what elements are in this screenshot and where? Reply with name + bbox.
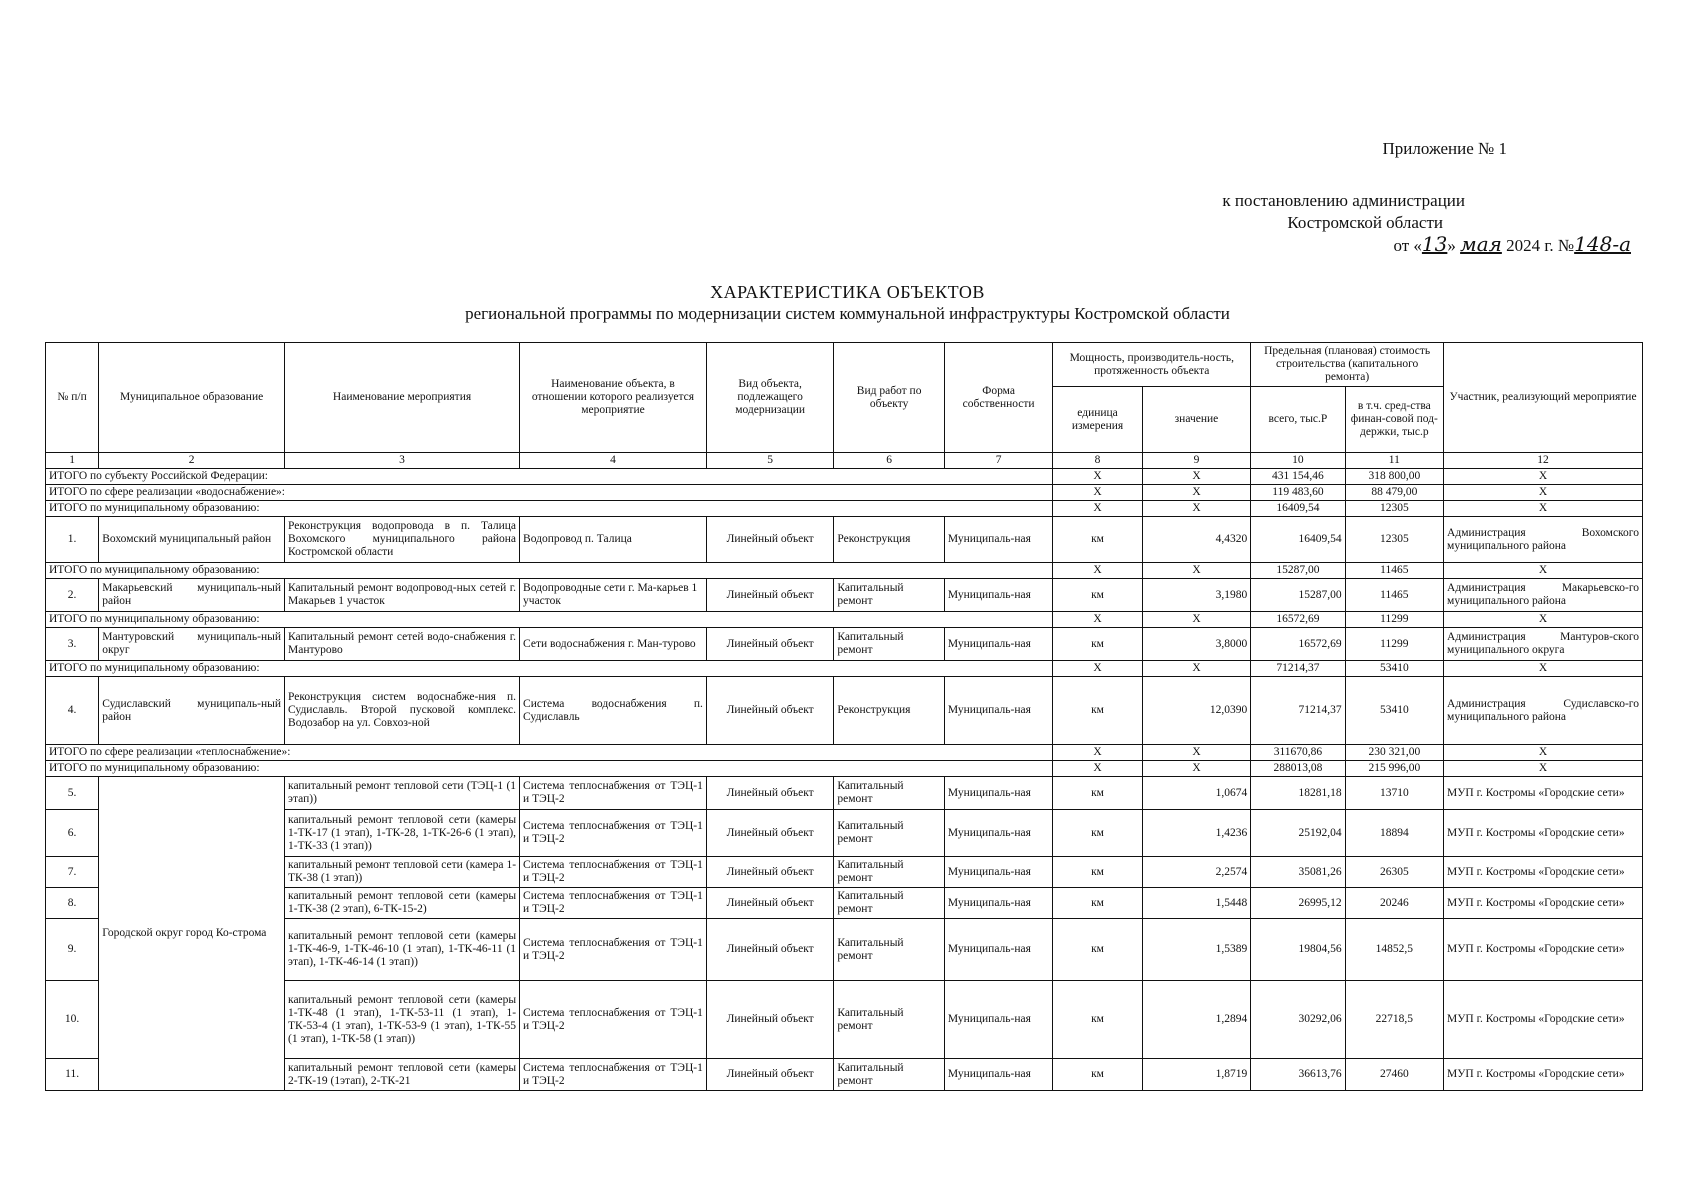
event-cell: Реконструкция водопровода в п. Талица Вохомского муниципального района Костромской области <box>285 517 520 563</box>
total-row-municipality <box>46 501 1643 517</box>
date-line <box>1393 234 1631 256</box>
total-support: 53410 <box>1345 661 1443 677</box>
total-unit: X <box>1053 761 1142 777</box>
total-cost-cell: 36613,76 <box>1251 1059 1345 1091</box>
unit-cell: км <box>1053 888 1142 919</box>
row-number: 10. <box>46 981 99 1059</box>
event-cell: Реконструкция систем водоснабже-ния п. Судиславль. Второй пусковой комплекс. Водозабор на ул. Совхоз-ной <box>285 677 520 745</box>
event-cell: капитальный ремонт тепловой сети (камеры 2-ТК-19 (1этап), 2-ТК-21 <box>285 1059 520 1091</box>
work-kind-cell: Капитальный ремонт <box>834 857 944 888</box>
participant-cell: Администрация Макарьевско-го муниципального района <box>1444 579 1643 612</box>
total-unit: X <box>1053 612 1142 628</box>
total-value: X <box>1142 745 1250 761</box>
work-kind-cell: Капитальный ремонт <box>834 1059 944 1091</box>
participant-cell: МУП г. Костромы «Городские сети» <box>1444 777 1643 810</box>
ownership-cell: Муниципаль-ная <box>944 981 1052 1059</box>
row-number: 4. <box>46 677 99 745</box>
unit-cell: км <box>1053 1059 1142 1091</box>
unit-cell: км <box>1053 810 1142 857</box>
total-participant: X <box>1444 469 1643 485</box>
participant-cell: МУП г. Костромы «Городские сети» <box>1444 1059 1643 1091</box>
col-number: 10 <box>1251 453 1345 469</box>
table-row <box>46 1059 1643 1091</box>
participant-cell: МУП г. Костромы «Городские сети» <box>1444 857 1643 888</box>
table-header-row <box>46 343 1643 387</box>
participant-cell: МУП г. Костромы «Городские сети» <box>1444 919 1643 981</box>
object-kind-cell: Линейный объект <box>706 981 834 1059</box>
event-cell: капитальный ремонт тепловой сети (камеры 1-ТК-38 (2 этап), 6-ТК-15-2) <box>285 888 520 919</box>
object-cell: Система теплоснабжения от ТЭЦ-1 и ТЭЦ-2 <box>520 810 707 857</box>
col-header-object-kind: Вид объекта, подлежащего модернизации <box>706 343 834 453</box>
object-kind-cell: Линейный объект <box>706 810 834 857</box>
unit-cell: км <box>1053 677 1142 745</box>
participant-cell: МУП г. Костромы «Городские сети» <box>1444 888 1643 919</box>
row-number: 3. <box>46 628 99 661</box>
total-row-water <box>46 485 1643 501</box>
unit-cell: км <box>1053 919 1142 981</box>
total-label: ИТОГО по сфере реализации «водоснабжение»: <box>46 485 1053 501</box>
date-year: 2024 г. № <box>1501 236 1575 255</box>
total-support: 11465 <box>1345 563 1443 579</box>
object-kind-cell: Линейный объект <box>706 1059 834 1091</box>
total-unit: X <box>1053 745 1142 761</box>
total-cost-cell: 26995,12 <box>1251 888 1345 919</box>
object-cell: Система теплоснабжения от ТЭЦ-1 и ТЭЦ-2 <box>520 857 707 888</box>
ownership-cell: Муниципаль-ная <box>944 777 1052 810</box>
ownership-cell: Муниципаль-ная <box>944 628 1052 661</box>
column-numbers-row <box>46 453 1643 469</box>
total-support: 88 479,00 <box>1345 485 1443 501</box>
row-number: 9. <box>46 919 99 981</box>
date-day: 13 <box>1421 232 1448 256</box>
total-participant: X <box>1444 612 1643 628</box>
total-support: 11299 <box>1345 612 1443 628</box>
object-kind-cell: Линейный объект <box>706 579 834 612</box>
total-cost-cell: 18281,18 <box>1251 777 1345 810</box>
work-kind-cell: Капитальный ремонт <box>834 628 944 661</box>
object-cell: Система теплоснабжения от ТЭЦ-1 и ТЭЦ-2 <box>520 1059 707 1091</box>
total-cost: 15287,00 <box>1251 563 1345 579</box>
object-cell: Сети водоснабжения г. Ман-турово <box>520 628 707 661</box>
total-unit: X <box>1053 485 1142 501</box>
total-row-municipality <box>46 563 1643 579</box>
total-participant: X <box>1444 661 1643 677</box>
total-support: 318 800,00 <box>1345 469 1443 485</box>
col-header-work-kind: Вид работ по объекту <box>834 343 944 453</box>
total-label: ИТОГО по субъекту Российской Федерации: <box>46 469 1053 485</box>
col-number: 2 <box>99 453 285 469</box>
col-number: 6 <box>834 453 944 469</box>
value-cell: 1,2894 <box>1142 981 1250 1059</box>
total-value: X <box>1142 563 1250 579</box>
col-header-ownership: Форма собственности <box>944 343 1052 453</box>
row-number: 5. <box>46 777 99 810</box>
value-cell: 1,5448 <box>1142 888 1250 919</box>
event-cell: Капитальный ремонт сетей водо-снабжения г. Мантурово <box>285 628 520 661</box>
support-cost-cell: 14852,5 <box>1345 919 1443 981</box>
col-number: 7 <box>944 453 1052 469</box>
total-label: ИТОГО по муниципальному образованию: <box>46 501 1053 517</box>
col-header-support-cost: в т.ч. сред-ства финан-совой под-держки, тыс.р <box>1345 387 1443 453</box>
col-number: 5 <box>706 453 834 469</box>
total-cost-cell: 71214,37 <box>1251 677 1345 745</box>
row-number: 8. <box>46 888 99 919</box>
col-number: 11 <box>1345 453 1443 469</box>
total-support: 230 321,00 <box>1345 745 1443 761</box>
municipality-cell: Макарьевский муниципаль-ный район <box>99 579 285 612</box>
table-row <box>46 857 1643 888</box>
object-cell: Система теплоснабжения от ТЭЦ-1 и ТЭЦ-2 <box>520 919 707 981</box>
municipality-cell: Вохомский муниципальный район <box>99 517 285 563</box>
total-cost: 71214,37 <box>1251 661 1345 677</box>
work-kind-cell: Реконструкция <box>834 517 944 563</box>
col-header-unit: единица измерения <box>1053 387 1142 453</box>
total-participant: X <box>1444 745 1643 761</box>
value-cell: 2,2574 <box>1142 857 1250 888</box>
total-cost-cell: 16409,54 <box>1251 517 1345 563</box>
value-cell: 3,8000 <box>1142 628 1250 661</box>
table-row <box>46 628 1643 661</box>
table-row <box>46 517 1643 563</box>
total-label: ИТОГО по сфере реализации «теплоснабжение»: <box>46 745 1053 761</box>
participant-cell: Администрация Судиславско-го муниципального района <box>1444 677 1643 745</box>
ownership-cell: Муниципаль-ная <box>944 579 1052 612</box>
total-unit: X <box>1053 563 1142 579</box>
municipality-cell: Мантуровский муниципаль-ный округ <box>99 628 285 661</box>
col-header-total-cost: всего, тыс.Р <box>1251 387 1345 453</box>
table-row <box>46 579 1643 612</box>
work-kind-cell: Капитальный ремонт <box>834 919 944 981</box>
object-cell: Система теплоснабжения от ТЭЦ-1 и ТЭЦ-2 <box>520 777 707 810</box>
table-row <box>46 919 1643 981</box>
row-number: 6. <box>46 810 99 857</box>
total-value: X <box>1142 485 1250 501</box>
value-cell: 12,0390 <box>1142 677 1250 745</box>
support-cost-cell: 18894 <box>1345 810 1443 857</box>
total-label: ИТОГО по муниципальному образованию: <box>46 761 1053 777</box>
participant-cell: МУП г. Костромы «Городские сети» <box>1444 810 1643 857</box>
total-cost-cell: 16572,69 <box>1251 628 1345 661</box>
municipality-cell: Городской округ город Ко-строма <box>99 777 285 1091</box>
col-header-event: Наименование мероприятия <box>285 343 520 453</box>
total-cost: 431 154,46 <box>1251 469 1345 485</box>
table-row <box>46 677 1643 745</box>
work-kind-cell: Капитальный ремонт <box>834 777 944 810</box>
total-cost: 288013,08 <box>1251 761 1345 777</box>
date-prefix: от « <box>1393 236 1422 255</box>
object-kind-cell: Линейный объект <box>706 517 834 563</box>
support-cost-cell: 22718,5 <box>1345 981 1443 1059</box>
col-header-value: значение <box>1142 387 1250 453</box>
total-cost: 311670,86 <box>1251 745 1345 761</box>
col-header-cost: Предельная (плановая) стоимость строительства (капитального ремонта) <box>1251 343 1444 387</box>
total-value: X <box>1142 761 1250 777</box>
event-cell: капитальный ремонт тепловой сети (ТЭЦ-1 (1 этап)) <box>285 777 520 810</box>
participant-cell: Администрация Мантуров-ского муниципального округа <box>1444 628 1643 661</box>
total-participant: X <box>1444 761 1643 777</box>
support-cost-cell: 26305 <box>1345 857 1443 888</box>
ownership-cell: Муниципаль-ная <box>944 677 1052 745</box>
value-cell: 1,8719 <box>1142 1059 1250 1091</box>
total-row-municipality <box>46 761 1643 777</box>
work-kind-cell: Капитальный ремонт <box>834 981 944 1059</box>
resolution-line: к постановлению администрации <box>1222 191 1465 210</box>
col-header-municipality: Муниципальное образование <box>99 343 285 453</box>
col-header-object: Наименование объекта, в отношении которого реализуется мероприятие <box>520 343 707 453</box>
table-row <box>46 981 1643 1059</box>
object-kind-cell: Линейный объект <box>706 677 834 745</box>
total-unit: X <box>1053 469 1142 485</box>
col-header-participant: Участник, реализующий мероприятие <box>1444 343 1643 453</box>
value-cell: 1,0674 <box>1142 777 1250 810</box>
object-cell: Система теплоснабжения от ТЭЦ-1 и ТЭЦ-2 <box>520 981 707 1059</box>
object-kind-cell: Линейный объект <box>706 888 834 919</box>
ownership-cell: Муниципаль-ная <box>944 888 1052 919</box>
col-number: 1 <box>46 453 99 469</box>
total-label: ИТОГО по муниципальному образованию: <box>46 563 1053 579</box>
work-kind-cell: Капитальный ремонт <box>834 888 944 919</box>
participant-cell: Администрация Вохомского муниципального района <box>1444 517 1643 563</box>
event-cell: Капитальный ремонт водопровод-ных сетей г. Макарьев 1 участок <box>285 579 520 612</box>
total-value: X <box>1142 469 1250 485</box>
support-cost-cell: 11299 <box>1345 628 1443 661</box>
ownership-cell: Муниципаль-ная <box>944 857 1052 888</box>
value-cell: 1,4236 <box>1142 810 1250 857</box>
value-cell: 3,1980 <box>1142 579 1250 612</box>
total-value: X <box>1142 612 1250 628</box>
municipality-cell: Судиславский муниципаль-ный район <box>99 677 285 745</box>
total-support: 215 996,00 <box>1345 761 1443 777</box>
object-cell: Водопровод п. Талица <box>520 517 707 563</box>
date-mid: » <box>1447 236 1461 255</box>
work-kind-cell: Капитальный ремонт <box>834 810 944 857</box>
support-cost-cell: 53410 <box>1345 677 1443 745</box>
total-value: X <box>1142 501 1250 517</box>
support-cost-cell: 11465 <box>1345 579 1443 612</box>
row-number: 11. <box>46 1059 99 1091</box>
region-line: Костромской области <box>1287 213 1443 232</box>
total-participant: X <box>1444 563 1643 579</box>
ownership-cell: Муниципаль-ная <box>944 810 1052 857</box>
total-row-heat <box>46 745 1643 761</box>
value-cell: 4,4320 <box>1142 517 1250 563</box>
object-kind-cell: Линейный объект <box>706 919 834 981</box>
document-subtitle: региональной программы по модернизации систем коммунальной инфраструктуры Костромской области <box>465 304 1230 323</box>
total-row-municipality <box>46 661 1643 677</box>
row-number: 1. <box>46 517 99 563</box>
total-cost: 16572,69 <box>1251 612 1345 628</box>
col-number: 4 <box>520 453 707 469</box>
row-number: 2. <box>46 579 99 612</box>
unit-cell: км <box>1053 579 1142 612</box>
object-kind-cell: Линейный объект <box>706 857 834 888</box>
objects-table <box>45 342 1643 1091</box>
total-cost-cell: 30292,06 <box>1251 981 1345 1059</box>
participant-cell: МУП г. Костромы «Городские сети» <box>1444 981 1643 1059</box>
col-header-capacity: Мощность, производитель-ность, протяженность объекта <box>1053 343 1251 387</box>
table-row <box>46 888 1643 919</box>
object-kind-cell: Линейный объект <box>706 777 834 810</box>
ownership-cell: Муниципаль-ная <box>944 919 1052 981</box>
total-cost-cell: 19804,56 <box>1251 919 1345 981</box>
total-value: X <box>1142 661 1250 677</box>
unit-cell: км <box>1053 857 1142 888</box>
support-cost-cell: 20246 <box>1345 888 1443 919</box>
event-cell: капитальный ремонт тепловой сети (камеры 1-ТК-46-9, 1-ТК-46-10 (1 этап), 1-ТК-46-11 (1 этап), 1-ТК-46-14 (1 этап)) <box>285 919 520 981</box>
col-number: 9 <box>1142 453 1250 469</box>
table-row <box>46 777 1643 810</box>
total-participant: X <box>1444 501 1643 517</box>
row-number: 7. <box>46 857 99 888</box>
total-row-municipality <box>46 612 1643 628</box>
unit-cell: км <box>1053 517 1142 563</box>
appendix-title: Приложение № 1 <box>1382 139 1507 158</box>
object-cell: Система теплоснабжения от ТЭЦ-1 и ТЭЦ-2 <box>520 888 707 919</box>
date-month: мая <box>1460 232 1502 256</box>
unit-cell: км <box>1053 777 1142 810</box>
total-cost-cell: 15287,00 <box>1251 579 1345 612</box>
total-cost: 119 483,60 <box>1251 485 1345 501</box>
total-participant: X <box>1444 485 1643 501</box>
support-cost-cell: 27460 <box>1345 1059 1443 1091</box>
unit-cell: км <box>1053 628 1142 661</box>
unit-cell: км <box>1053 981 1142 1059</box>
document-title: ХАРАКТЕРИСТИКА ОБЪЕКТОВ <box>710 282 985 302</box>
total-cost-cell: 25192,04 <box>1251 810 1345 857</box>
total-row-subject <box>46 469 1643 485</box>
work-kind-cell: Капитальный ремонт <box>834 579 944 612</box>
total-label: ИТОГО по муниципальному образованию: <box>46 612 1053 628</box>
col-header-number: № п/п <box>46 343 99 453</box>
total-cost: 16409,54 <box>1251 501 1345 517</box>
table-row <box>46 810 1643 857</box>
total-cost-cell: 35081,26 <box>1251 857 1345 888</box>
support-cost-cell: 13710 <box>1345 777 1443 810</box>
col-number: 3 <box>285 453 520 469</box>
support-cost-cell: 12305 <box>1345 517 1443 563</box>
work-kind-cell: Реконструкция <box>834 677 944 745</box>
total-unit: X <box>1053 661 1142 677</box>
col-number: 8 <box>1053 453 1142 469</box>
object-kind-cell: Линейный объект <box>706 628 834 661</box>
total-unit: X <box>1053 501 1142 517</box>
col-number: 12 <box>1444 453 1643 469</box>
ownership-cell: Муниципаль-ная <box>944 1059 1052 1091</box>
total-support: 12305 <box>1345 501 1443 517</box>
total-label: ИТОГО по муниципальному образованию: <box>46 661 1053 677</box>
event-cell: капитальный ремонт тепловой сети (камеры 1-ТК-17 (1 этап), 1-ТК-28, 1-ТК-26-6 (1 этап), 1-ТК-33 (1 этап)) <box>285 810 520 857</box>
event-cell: капитальный ремонт тепловой сети (камеры 1-ТК-48 (1 этап), 1-ТК-53-11 (1 этап), 1-ТК-53-4 (1 этап), 1-ТК-53-9 (1 этап), 1-ТК-55 (1 этап), 1-ТК-58 (1 этап)) <box>285 981 520 1059</box>
object-cell: Водопроводные сети г. Ма-карьев 1 участок <box>520 579 707 612</box>
object-cell: Система водоснабжения п. Судиславль <box>520 677 707 745</box>
value-cell: 1,5389 <box>1142 919 1250 981</box>
event-cell: капитальный ремонт тепловой сети (камера 1-ТК-38 (1 этап)) <box>285 857 520 888</box>
ownership-cell: Муниципаль-ная <box>944 517 1052 563</box>
resolution-number: 148-а <box>1574 232 1631 256</box>
